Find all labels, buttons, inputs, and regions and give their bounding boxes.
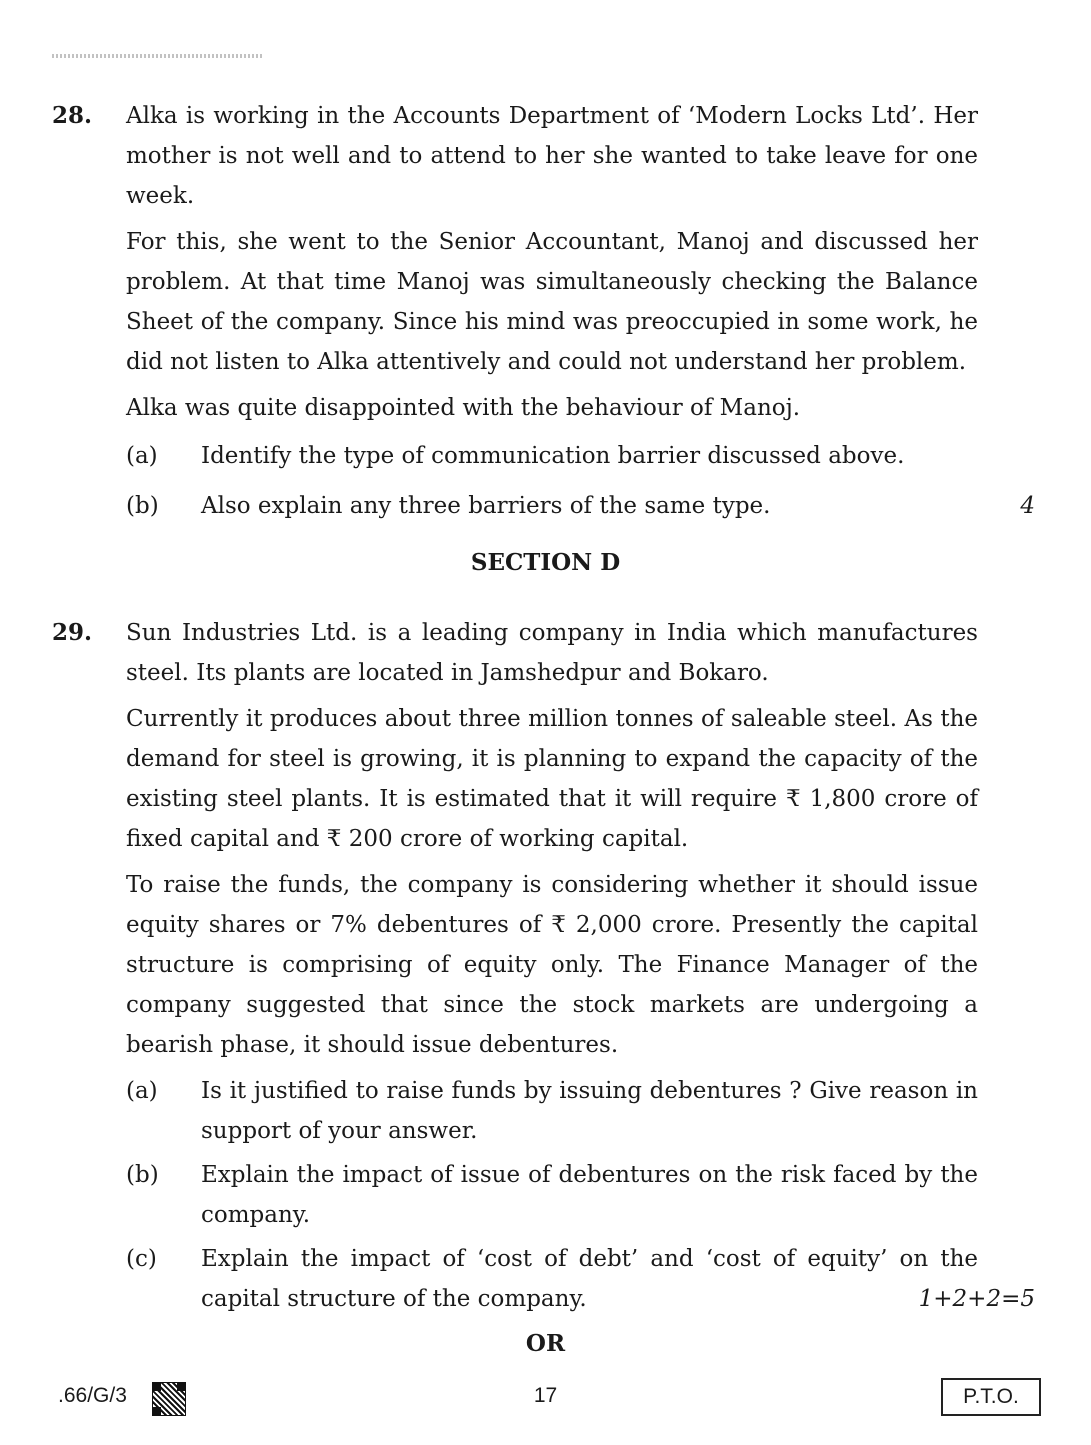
marks: 1+2+2=5 [918, 1286, 1035, 1312]
header-microtext-strip [52, 54, 262, 58]
sub-question-a [126, 436, 978, 476]
or-heading: OR [525, 1330, 566, 1357]
paragraph: For this, she went to the Senior Accountant, Manoj and discussed her problem. At that time Manoj was simultaneously checking the Balance Sheet of the company. Since his mind was preoccupied in some work, he did not listen to Alka attentively and could not understand her problem. [126, 229, 978, 375]
sub-question-label: (c) [126, 1246, 157, 1272]
sub-question-text: Identify the type of communication barrier discussed above. [201, 443, 905, 469]
sub-question-text: Is it justified to raise funds by issuing debentures ? Give reason in support of your answer. [201, 1078, 978, 1144]
question-29 [52, 613, 1037, 1319]
section-heading: SECTION D [470, 549, 621, 576]
sub-question-label: (a) [126, 443, 158, 469]
question-28 [52, 96, 1037, 526]
paragraph: Sun Industries Ltd. is a leading company in India which manufactures steel. Its plants are located in Jamshedpur and Bokaro. [126, 620, 978, 686]
marks: 4 [1020, 493, 1035, 519]
sub-question-a [126, 1071, 978, 1151]
paragraph: Alka is working in the Accounts Department of ‘Modern Locks Ltd’. Her mother is not well and to attend to her she wanted to take leave for one week. [126, 103, 978, 209]
paper-code: .66/G/3 [58, 1384, 127, 1407]
question-body [126, 613, 1035, 1319]
paragraph: To raise the funds, the company is considering whether it should issue equity shares or 7% debentures of ₹ 2,000 crore. Presently the capital structure is comprising of equity only. The Finance Manager of the company suggested that since the stock markets are undergoing a bearish phase, it should issue debentures. [126, 872, 978, 1058]
sub-question-c [126, 1239, 1035, 1319]
sub-question-b [126, 1155, 978, 1235]
page-footer [0, 1378, 1091, 1418]
sub-question-text: Explain the impact of issue of debentures on the risk faced by the company. [201, 1162, 978, 1228]
question-number: 28. [52, 102, 93, 129]
pto-box: P.T.O. [941, 1378, 1041, 1416]
sub-question-label: (b) [126, 493, 159, 519]
sub-question-label: (a) [126, 1078, 158, 1104]
sub-question-text: Explain the impact of ‘cost of debt’ and ‘cost of equity’ on the capital structure of the company. [201, 1246, 978, 1312]
paragraph: Alka was quite disappointed with the behaviour of Manoj. [126, 395, 801, 421]
question-number: 29. [52, 619, 93, 646]
sub-question-b [126, 486, 1035, 526]
page-number: 17 [533, 1384, 558, 1407]
sub-question-label: (b) [126, 1162, 159, 1188]
question-body [126, 96, 1035, 526]
paragraph: Currently it produces about three million tonnes of saleable steel. As the demand for steel is growing, it is planning to expand the capacity of the existing steel plants. It is estimated that it will require ₹ 1,800 crore of fixed capital and ₹ 200 crore of working capital. [126, 706, 978, 852]
sub-question-text: Also explain any three barriers of the same type. [201, 493, 771, 519]
